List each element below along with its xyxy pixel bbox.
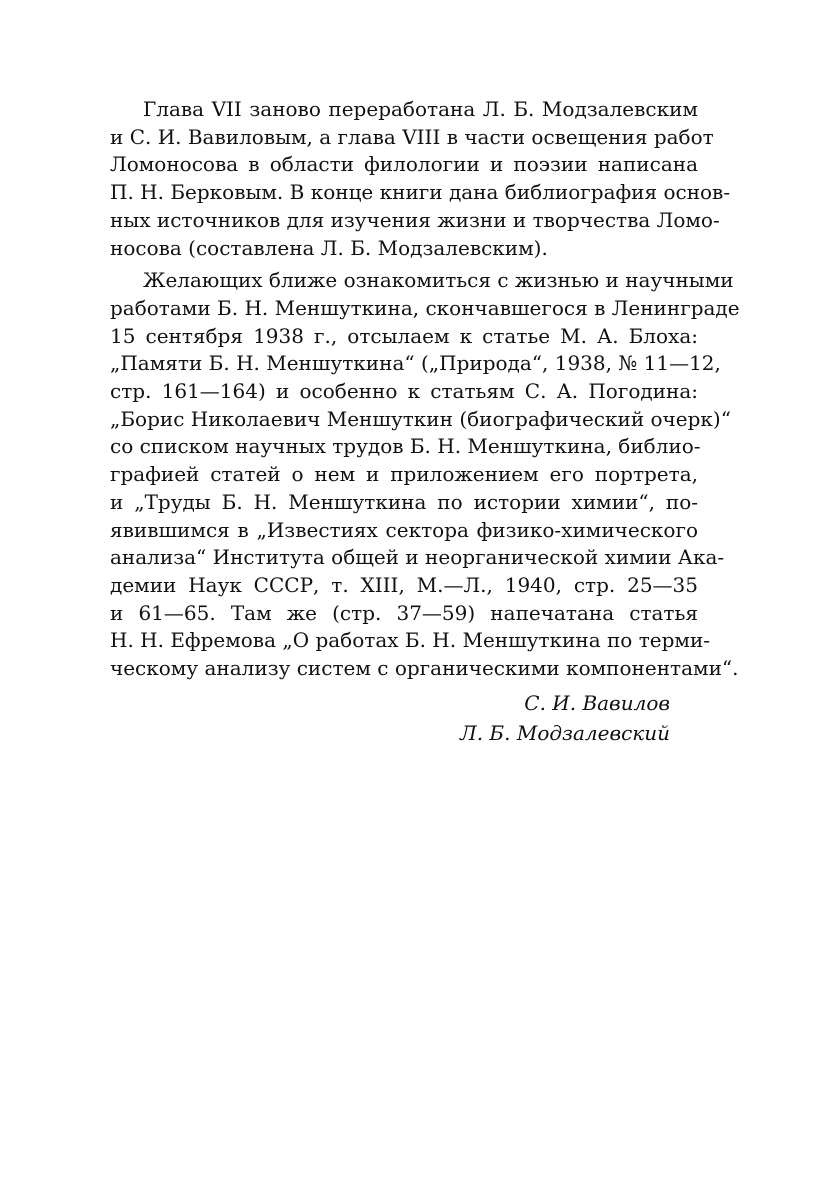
text-line: стр. 161—164) и особенно к статьям С. А. Погодина: — [110, 379, 698, 404]
paragraph-references — [110, 267, 740, 683]
text-line: и „Труды Б. Н. Меншуткина по истории химии“, по- — [110, 489, 698, 514]
text-line: Н. Н. Ефремова „О работах Б. Н. Меншуткина по терми- — [110, 628, 711, 653]
text-line: П. Н. Берковым. В конце книги дана библиография основ- — [110, 180, 731, 205]
text-line: демии Наук СССР, т. XIII, М.—Л., 1940, стр. 25—35 — [110, 572, 698, 597]
signature-block — [460, 688, 670, 748]
signature-vavilov: С. И. Вавилов — [524, 691, 670, 715]
signature-modzalevsky: Л. Б. Модзалевский — [460, 721, 670, 745]
text-line: и С. И. Вавиловым, а глава VIII в части освещения работ — [110, 124, 714, 149]
body-text — [110, 96, 740, 683]
text-line: „Борис Николаевич Меншуткин (биографический очерк)“ — [110, 406, 731, 431]
text-line: носова (составлена Л. Б. Модзалевским). — [110, 235, 548, 260]
text-line: графией статей о нем и приложением его портрета, — [110, 462, 698, 487]
paragraph-preface — [110, 96, 731, 262]
text-line: и 61—65. Там же (стр. 37—59) напечатана статья — [110, 600, 698, 625]
text-line: Глава VII заново переработана Л. Б. Модзалевским — [143, 97, 698, 121]
text-line: Желающих ближе ознакомиться с жизнью и научными — [143, 268, 734, 293]
text-line: Ломоносова в области филологии и поэзии написана — [110, 152, 698, 177]
text-line: ных источников для изучения жизни и творчества Ломо- — [110, 207, 720, 232]
text-line: „Памяти Б. Н. Меншуткина“ („Природа“, 1938, № 11—12, — [110, 351, 721, 376]
text-line: со списком научных трудов Б. Н. Меншуткина, библио- — [110, 434, 701, 459]
text-line: работами Б. Н. Меншуткина, скончавшегося в Ленинграде — [110, 295, 740, 320]
text-line: анализа“ Института общей и неорганической химии Ака- — [110, 545, 725, 570]
text-line: ческому анализу систем с органическими компонентами“. — [110, 656, 739, 681]
text-line: явившимся в „Известиях сектора физико-химического — [110, 517, 698, 542]
text-line: 15 сентября 1938 г., отсылаем к статье М. А. Блоха: — [110, 323, 698, 348]
